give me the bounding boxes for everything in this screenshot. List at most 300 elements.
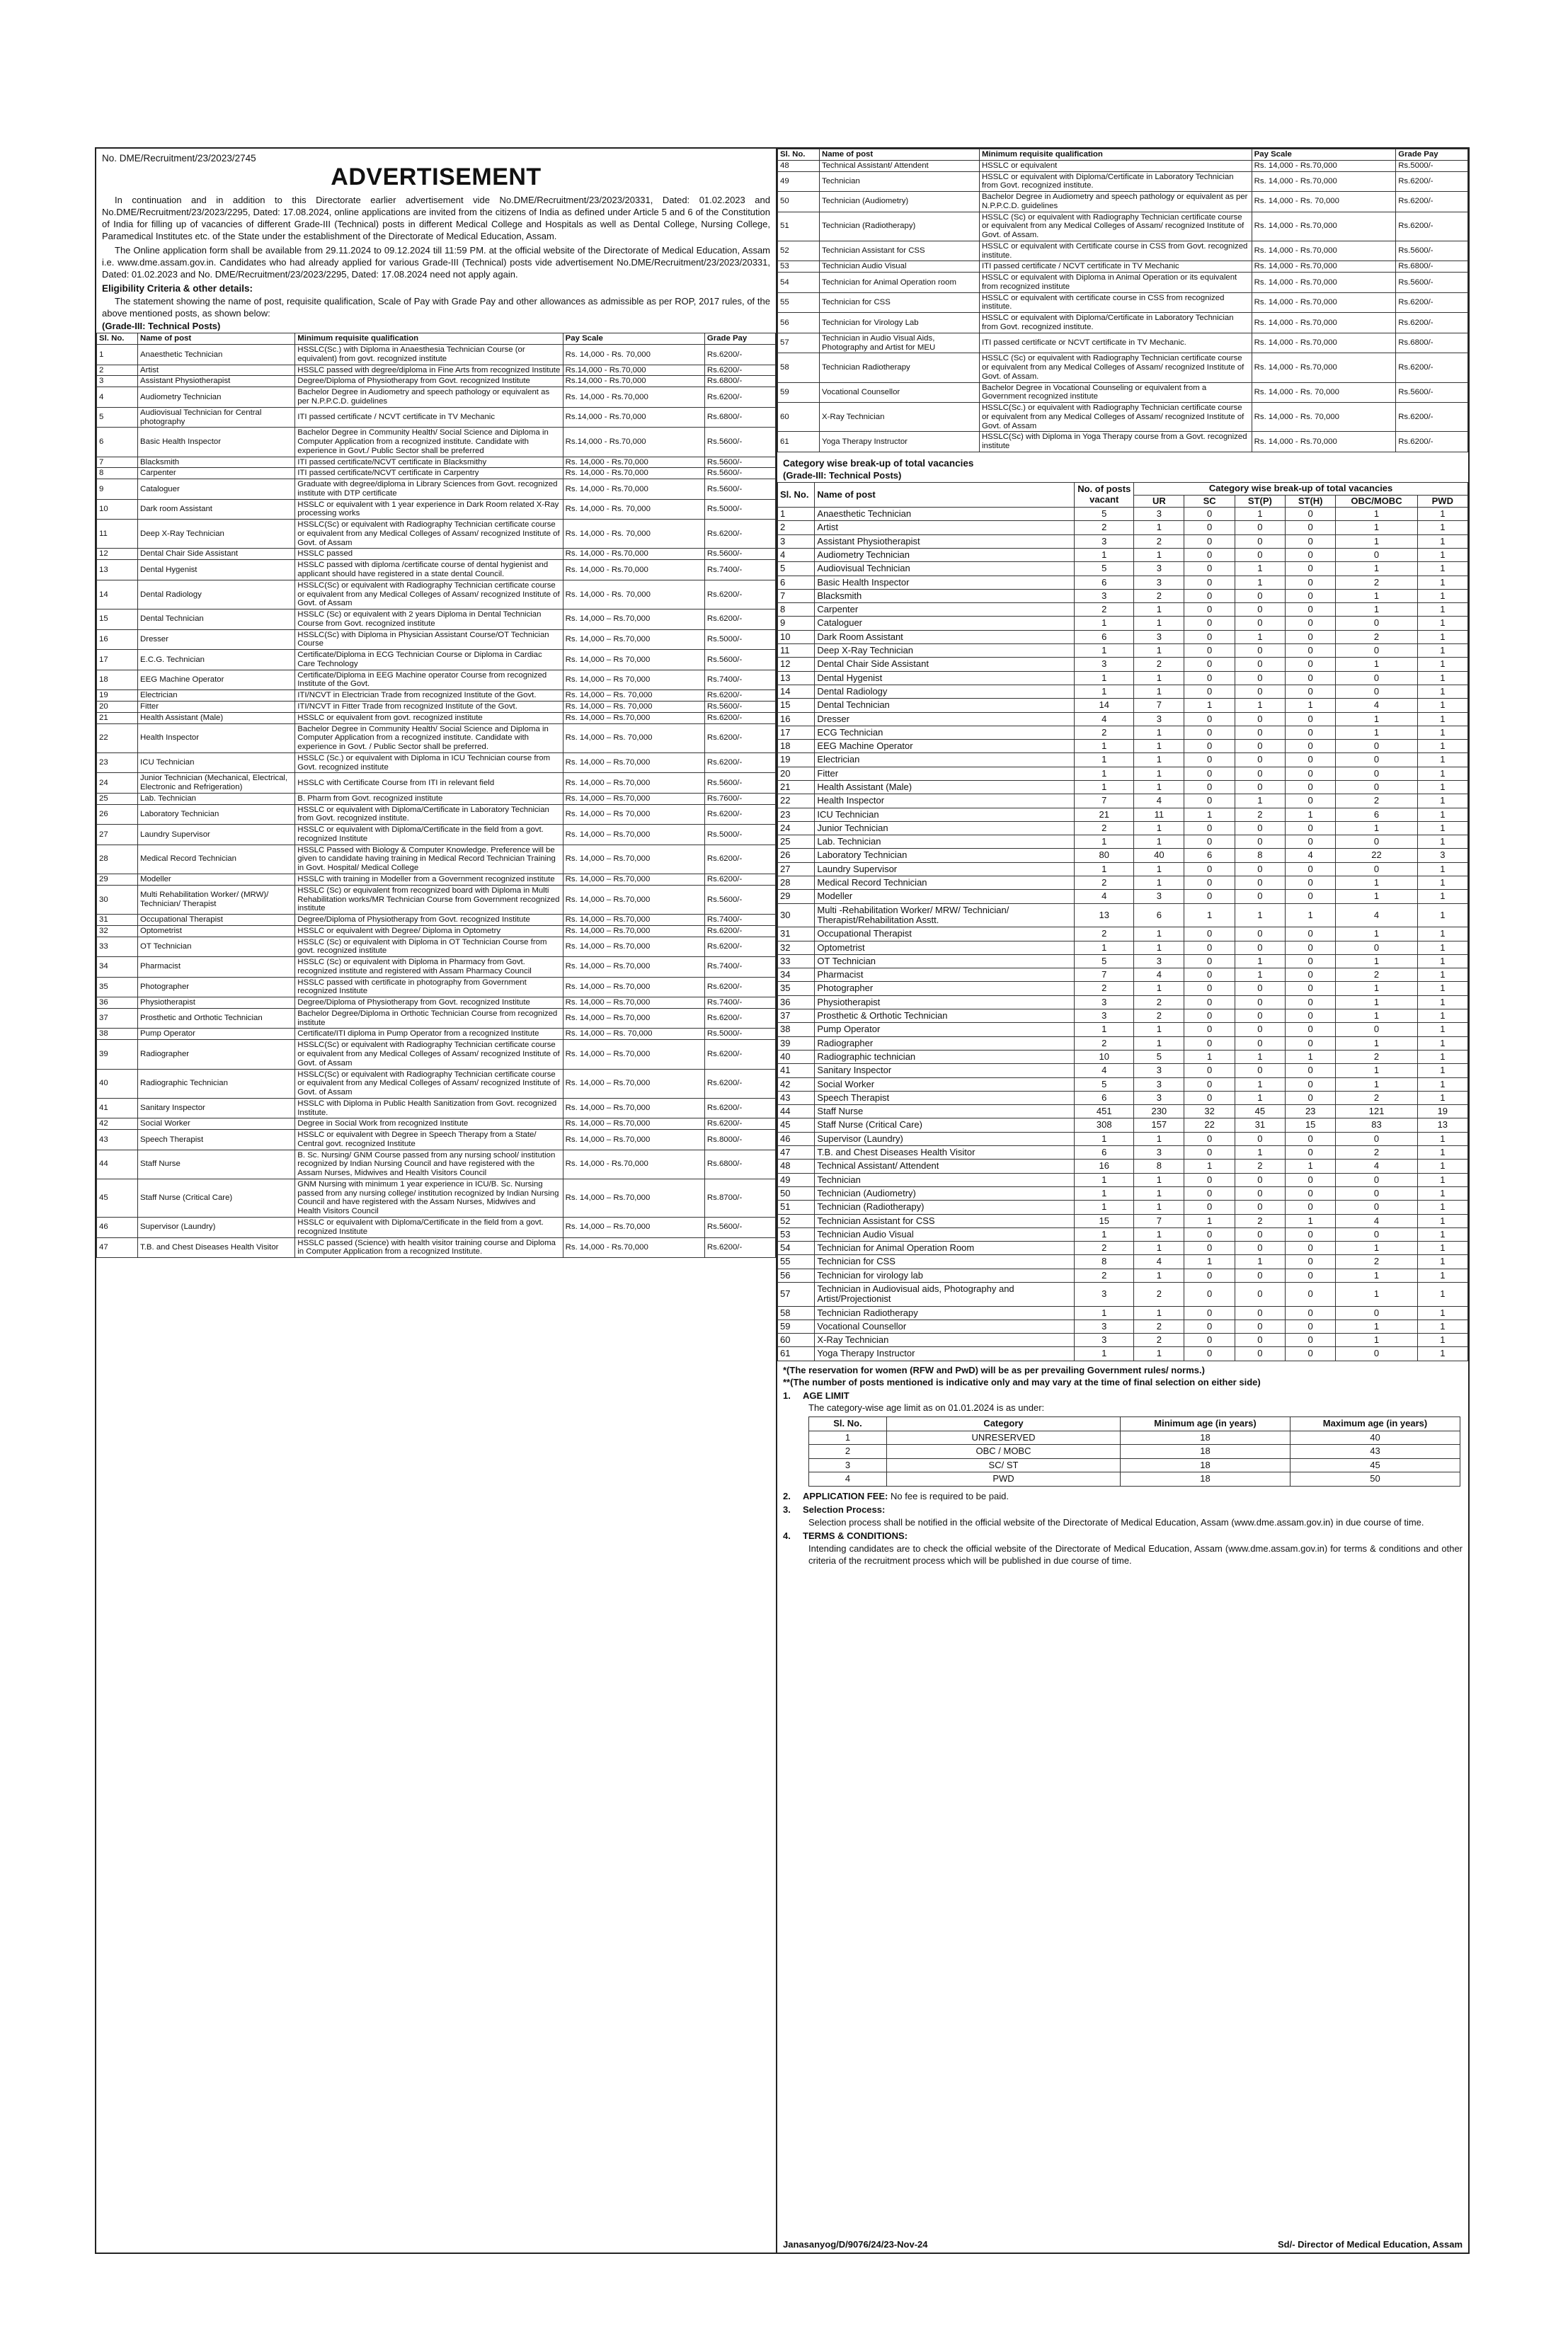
post-qualification: ITI passed certificate or NCVT certificate in TV Mechanic.: [979, 333, 1252, 353]
vac-col-sth: ST(H): [1286, 495, 1336, 508]
post-name: X-Ray Technician: [820, 403, 980, 432]
advertisement-frame: [95, 147, 1470, 2254]
post-pay-scale: Rs. 14,000 - Rs. 70,000: [563, 520, 704, 549]
vac-stp: 0: [1235, 1036, 1285, 1050]
post-pay-scale: Rs. 14,000 - Rs.70,000: [563, 479, 704, 500]
vac-name: Laundry Supervisor: [815, 862, 1075, 876]
vac-obc: 0: [1336, 740, 1417, 753]
table-row: [778, 508, 1468, 521]
posts-table-header: [778, 149, 1468, 161]
vac-sth: 0: [1286, 781, 1336, 794]
post-name: Pump Operator: [138, 1029, 295, 1040]
post-grade-pay: Rs.5000/-: [1396, 160, 1468, 171]
vac-name: Technician Audio Visual: [815, 1227, 1075, 1241]
vac-sl: 14: [778, 685, 815, 698]
vac-sl: 47: [778, 1146, 815, 1160]
terms-number: 4.: [783, 1530, 791, 1542]
post-pay-scale: Rs. 14,000 – Rs.70,000: [563, 793, 704, 804]
vac-sth: 0: [1286, 1036, 1336, 1050]
vac-stp: 0: [1235, 767, 1285, 780]
table-row: [778, 995, 1468, 1009]
vac-name: Dental Technician: [815, 699, 1075, 712]
vac-posts: 7: [1075, 968, 1134, 982]
table-row: [97, 457, 776, 468]
post-sl-no: 26: [97, 804, 138, 825]
vac-sl: 21: [778, 781, 815, 794]
vac-posts: 5: [1075, 508, 1134, 521]
post-grade-pay: Rs.5600/-: [704, 701, 775, 712]
post-name: Health Assistant (Male): [138, 712, 295, 723]
age-max: 40: [1291, 1431, 1460, 1445]
vac-stp: 0: [1235, 1282, 1285, 1306]
post-grade-pay: Rs.6200/-: [704, 845, 775, 874]
age-col-sl: Sl. No.: [809, 1416, 887, 1431]
post-sl-no: 24: [97, 773, 138, 794]
col-name-of-post: Name of post: [138, 333, 295, 345]
vac-stp: 0: [1235, 740, 1285, 753]
vac-stp: 0: [1235, 835, 1285, 849]
table-row: [778, 1242, 1468, 1255]
post-pay-scale: Rs. 14,000 - Rs. 70,000: [563, 499, 704, 520]
vac-sth: 0: [1286, 1023, 1336, 1036]
vac-stp: 0: [1235, 712, 1285, 726]
reservation-note: *(The reservation for women (RFW and PwD) will be as per prevailing Government rules/ norms.): [783, 1364, 1205, 1375]
post-pay-scale: Rs. 14,000 – Rs.70,000: [563, 712, 704, 723]
vac-stp: 0: [1235, 1009, 1285, 1023]
vac-sc: 0: [1184, 603, 1235, 617]
vac-sth: 0: [1286, 562, 1336, 576]
post-sl-no: 23: [97, 752, 138, 773]
vac-obc: 2: [1336, 630, 1417, 643]
age-col-min: Minimum age (in years): [1121, 1416, 1291, 1431]
post-qualification: B. Pharm from Govt. recognized institute: [295, 793, 563, 804]
vac-obc: 4: [1336, 1214, 1417, 1227]
vac-pwd: 1: [1417, 1242, 1467, 1255]
vac-stp: 0: [1235, 1334, 1285, 1347]
vac-posts: 1: [1075, 1306, 1134, 1320]
vac-name: Dresser: [815, 712, 1075, 726]
vac-sc: 0: [1184, 1077, 1235, 1091]
vac-col-posts: No. of posts vacant: [1075, 482, 1134, 507]
post-sl-no: 31: [97, 915, 138, 926]
post-pay-scale: Rs. 14,000 – Rs. 70,000: [563, 690, 704, 702]
vac-obc: 0: [1336, 1306, 1417, 1320]
vac-sl: 30: [778, 903, 815, 927]
vac-name: Supervisor (Laundry): [815, 1132, 1075, 1145]
vac-name: OT Technician: [815, 954, 1075, 968]
age-sl: 1: [809, 1431, 887, 1445]
post-name: Medical Record Technician: [138, 845, 295, 874]
reference-number: No. DME/Recruitment/23/2023/2745: [102, 153, 256, 164]
vac-pwd: 1: [1417, 1347, 1467, 1361]
post-qualification: HSSLC (Sc) or equivalent with Diploma in OT Technician Course from govt. recognized institute: [295, 937, 563, 957]
vac-pwd: 1: [1417, 982, 1467, 995]
selection-number: 3.: [783, 1504, 791, 1516]
vac-sc: 0: [1184, 712, 1235, 726]
vac-stp: 0: [1235, 589, 1285, 602]
vac-sth: 0: [1286, 712, 1336, 726]
table-row: [97, 915, 776, 926]
left-column: [96, 149, 777, 2253]
vac-sc: 1: [1184, 1160, 1235, 1173]
vacancy-sub-heading: (Grade-III: Technical Posts): [783, 469, 902, 481]
table-row: [97, 690, 776, 702]
vac-obc: 1: [1336, 1064, 1417, 1077]
table-row: [97, 752, 776, 773]
vac-ur: 3: [1134, 1091, 1184, 1104]
vac-ur: 1: [1134, 862, 1184, 876]
post-sl-no: 5: [97, 407, 138, 428]
vac-obc: 0: [1336, 1023, 1417, 1036]
vac-sl: 33: [778, 954, 815, 968]
post-grade-pay: Rs.7400/-: [704, 957, 775, 978]
vac-pwd: 1: [1417, 767, 1467, 780]
vac-sth: 23: [1286, 1105, 1336, 1118]
post-sl-no: 58: [778, 353, 820, 382]
footer: [783, 2239, 1463, 2250]
vac-sl: 50: [778, 1186, 815, 1200]
post-sl-no: 50: [778, 192, 820, 212]
table-row: [97, 468, 776, 479]
vac-name: Radiographer: [815, 1036, 1075, 1050]
post-pay-scale: Rs. 14,000 - Rs. 70,000: [563, 345, 704, 365]
vac-sl: 1: [778, 508, 815, 521]
post-name: Technician (Audiometry): [820, 192, 980, 212]
vac-posts: 1: [1075, 1347, 1134, 1361]
post-sl-no: 14: [97, 580, 138, 609]
post-name: Blacksmith: [138, 457, 295, 468]
vac-name: Junior Technician: [815, 821, 1075, 835]
vac-obc: 0: [1336, 1227, 1417, 1241]
fee-label: APPLICATION FEE:: [803, 1490, 888, 1501]
post-qualification: HSSLC or equivalent with Diploma/Certificate in Laboratory Technician from Govt. recognized institute.: [979, 171, 1252, 192]
age-max: 50: [1291, 1472, 1460, 1487]
post-sl-no: 56: [778, 313, 820, 333]
age-col-category: Category: [887, 1416, 1121, 1431]
vac-obc: 1: [1336, 508, 1417, 521]
vac-sth: 0: [1286, 1201, 1336, 1214]
post-qualification: Bachelor Degree in Community Health/ Social Science and Diploma in Computer Application from a recognized institute. Candidate with experience in Govt./ Public Sector shall be preferred: [295, 428, 563, 457]
post-name: Cataloguer: [138, 479, 295, 500]
table-row: [778, 941, 1468, 954]
vac-stp: 0: [1235, 821, 1285, 835]
post-name: Assistant Physiotherapist: [138, 376, 295, 387]
vac-obc: 1: [1336, 995, 1417, 1009]
table-row: [778, 890, 1468, 903]
table-row: [778, 876, 1468, 890]
table-row: [778, 1269, 1468, 1282]
table-row: [778, 1105, 1468, 1118]
post-grade-pay: Rs.6200/-: [704, 712, 775, 723]
table-row: [778, 353, 1468, 382]
post-grade-pay: Rs.6200/-: [704, 1008, 775, 1029]
post-grade-pay: Rs.6200/-: [704, 752, 775, 773]
vac-sl: 29: [778, 890, 815, 903]
vac-ur: 1: [1134, 671, 1184, 685]
post-pay-scale: Rs.14,000 - Rs.70,000: [563, 365, 704, 376]
table-row: [778, 333, 1468, 353]
post-sl-no: 17: [97, 650, 138, 670]
vac-ur: 1: [1134, 521, 1184, 534]
post-pay-scale: Rs. 14,000 - Rs.70,000: [1252, 241, 1396, 261]
vac-sl: 32: [778, 941, 815, 954]
post-grade-pay: Rs.6200/-: [1396, 403, 1468, 432]
vac-sc: 0: [1184, 781, 1235, 794]
selection-label: Selection Process:: [803, 1504, 886, 1516]
post-grade-pay: Rs.6200/-: [704, 520, 775, 549]
table-row: [97, 701, 776, 712]
vac-sl: 52: [778, 1214, 815, 1227]
vac-obc: 0: [1336, 753, 1417, 767]
table-row: [778, 927, 1468, 941]
vac-posts: 16: [1075, 1160, 1134, 1173]
vac-ur: 7: [1134, 1214, 1184, 1227]
post-pay-scale: Rs. 14,000 – Rs.70,000: [563, 1040, 704, 1069]
table-row: [809, 1431, 1460, 1445]
vac-ur: 1: [1134, 1132, 1184, 1145]
post-name: Laboratory Technician: [138, 804, 295, 825]
vac-name: Artist: [815, 521, 1075, 534]
post-pay-scale: Rs. 14,000 – Rs.70,000: [563, 1069, 704, 1098]
vac-ur: 1: [1134, 753, 1184, 767]
post-qualification: HSSLC or equivalent with Diploma/Certificate in Laboratory Technician from Govt. recognized institute.: [979, 313, 1252, 333]
post-sl-no: 46: [97, 1218, 138, 1238]
col-sl-no: Sl. No.: [97, 333, 138, 345]
age-min: 18: [1121, 1431, 1291, 1445]
vac-sl: 46: [778, 1132, 815, 1145]
vac-posts: 3: [1075, 1320, 1134, 1333]
vac-obc: 0: [1336, 644, 1417, 658]
post-qualification: HSSLC(Sc.) with Diploma in Anaesthesia Technician Course (or equivalent) from govt. recognized institute: [295, 345, 563, 365]
vac-sc: 0: [1184, 1306, 1235, 1320]
vac-obc: 1: [1336, 562, 1417, 576]
vac-name: Technician (Audiometry): [815, 1186, 1075, 1200]
post-grade-pay: Rs.6200/-: [704, 345, 775, 365]
vac-sl: 26: [778, 849, 815, 862]
vac-ur: 2: [1134, 995, 1184, 1009]
vac-sth: 0: [1286, 954, 1336, 968]
vac-posts: 1: [1075, 941, 1134, 954]
vac-obc: 0: [1336, 617, 1417, 630]
vac-sth: 1: [1286, 808, 1336, 821]
vac-obc: 4: [1336, 903, 1417, 927]
vac-pwd: 1: [1417, 1306, 1467, 1320]
vac-sc: 0: [1184, 954, 1235, 968]
vac-posts: 5: [1075, 954, 1134, 968]
vac-posts: 2: [1075, 876, 1134, 890]
vac-name: Lab. Technician: [815, 835, 1075, 849]
vac-sth: 0: [1286, 821, 1336, 835]
vac-sc: 0: [1184, 685, 1235, 698]
eligibility-heading: Eligibility Criteria & other details:: [102, 283, 253, 294]
vac-sth: 1: [1286, 1214, 1336, 1227]
post-grade-pay: Rs.5600/-: [704, 549, 775, 560]
vac-sth: 1: [1286, 1160, 1336, 1173]
vac-sl: 9: [778, 617, 815, 630]
vac-sc: 0: [1184, 617, 1235, 630]
vac-obc: 6: [1336, 808, 1417, 821]
vac-name: Physiotherapist: [815, 995, 1075, 1009]
vac-sc: 22: [1184, 1118, 1235, 1132]
vac-stp: 0: [1235, 1023, 1285, 1036]
table-row: [97, 825, 776, 845]
post-name: Staff Nurse: [138, 1150, 295, 1179]
table-row: [778, 808, 1468, 821]
vac-sl: 35: [778, 982, 815, 995]
vac-obc: 2: [1336, 794, 1417, 808]
vac-obc: 1: [1336, 890, 1417, 903]
table-row: [97, 580, 776, 609]
vac-sc: 0: [1184, 508, 1235, 521]
post-name: Technician Audio Visual: [820, 261, 980, 273]
post-name: Dental Radiology: [138, 580, 295, 609]
post-name: Dental Technician: [138, 609, 295, 630]
vac-name: Technician: [815, 1173, 1075, 1186]
post-sl-no: 48: [778, 160, 820, 171]
vac-col-obc: OBC/MOBC: [1336, 495, 1417, 508]
vac-sc: 0: [1184, 1132, 1235, 1145]
vac-sl: 20: [778, 767, 815, 780]
post-sl-no: 1: [97, 345, 138, 365]
post-sl-no: 18: [97, 670, 138, 690]
vac-sl: 23: [778, 808, 815, 821]
table-row: [778, 273, 1468, 293]
post-pay-scale: Rs. 14,000 – Rs.70,000: [563, 957, 704, 978]
post-sl-no: 37: [97, 1008, 138, 1029]
vac-sth: 0: [1286, 927, 1336, 941]
table-row: [97, 365, 776, 376]
vac-sth: 0: [1286, 1269, 1336, 1282]
vac-sc: 0: [1184, 521, 1235, 534]
post-grade-pay: Rs.7600/-: [704, 793, 775, 804]
vac-stp: 0: [1235, 995, 1285, 1009]
vac-posts: 80: [1075, 849, 1134, 862]
vac-name: Carpenter: [815, 603, 1075, 617]
vac-posts: 5: [1075, 1077, 1134, 1091]
vac-sc: 0: [1184, 862, 1235, 876]
vac-pwd: 1: [1417, 941, 1467, 954]
vac-pwd: 1: [1417, 968, 1467, 982]
vac-posts: 3: [1075, 1334, 1134, 1347]
table-row: [778, 1347, 1468, 1361]
vac-posts: 8: [1075, 1255, 1134, 1269]
table-row: [97, 1029, 776, 1040]
vac-ur: 1: [1134, 1347, 1184, 1361]
vac-pwd: 1: [1417, 753, 1467, 767]
table-row: [778, 1132, 1468, 1145]
post-qualification: HSSLC with training in Modeller from a Government recognized institute: [295, 874, 563, 885]
post-sl-no: 51: [778, 212, 820, 241]
vac-stp: 0: [1235, 617, 1285, 630]
table-row: [778, 160, 1468, 171]
post-name: Photographer: [138, 977, 295, 997]
table-row: [778, 1009, 1468, 1023]
vac-ur: 3: [1134, 508, 1184, 521]
vac-sc: 0: [1184, 1036, 1235, 1050]
vac-pwd: 1: [1417, 821, 1467, 835]
post-sl-no: 43: [97, 1130, 138, 1150]
vac-pwd: 1: [1417, 1050, 1467, 1063]
vac-name: Blacksmith: [815, 589, 1075, 602]
post-name: T.B. and Chest Diseases Health Visitor: [138, 1237, 295, 1258]
table-row: [778, 1227, 1468, 1241]
vac-stp: 0: [1235, 685, 1285, 698]
table-row: [778, 292, 1468, 313]
vac-posts: 1: [1075, 1201, 1134, 1214]
vac-stp: 0: [1235, 982, 1285, 995]
post-grade-pay: Rs.6200/-: [1396, 192, 1468, 212]
vac-stp: 0: [1235, 534, 1285, 548]
vac-name: Dental Chair Side Assistant: [815, 658, 1075, 671]
post-pay-scale: Rs.14,000 - Rs.70,000: [563, 428, 704, 457]
vac-sc: 0: [1184, 968, 1235, 982]
vac-stp: 1: [1235, 794, 1285, 808]
post-pay-scale: Rs. 14,000 - Rs.70,000: [1252, 292, 1396, 313]
post-name: Occupational Therapist: [138, 915, 295, 926]
vac-obc: 0: [1336, 671, 1417, 685]
vac-obc: 0: [1336, 1347, 1417, 1361]
vac-sl: 7: [778, 589, 815, 602]
vac-sc: 1: [1184, 1255, 1235, 1269]
vac-posts: 6: [1075, 630, 1134, 643]
post-grade-pay: Rs.6200/-: [704, 977, 775, 997]
post-pay-scale: Rs. 14,000 – Rs. 70,000: [563, 1029, 704, 1040]
table-row: [778, 1320, 1468, 1333]
age-category: PWD: [887, 1472, 1121, 1487]
vac-sl: 42: [778, 1077, 815, 1091]
vac-sth: 0: [1286, 658, 1336, 671]
table-row: [97, 1118, 776, 1130]
post-grade-pay: Rs.5000/-: [704, 499, 775, 520]
col-name-of-post: Name of post: [820, 149, 980, 161]
vac-sl: 34: [778, 968, 815, 982]
vac-ur: 3: [1134, 890, 1184, 903]
vac-sth: 0: [1286, 548, 1336, 561]
vac-stp: 2: [1235, 808, 1285, 821]
post-sl-no: 60: [778, 403, 820, 432]
vac-sl: 8: [778, 603, 815, 617]
vac-name: ICU Technician: [815, 808, 1075, 821]
vac-posts: 6: [1075, 1091, 1134, 1104]
vac-pwd: 1: [1417, 1023, 1467, 1036]
vac-obc: 2: [1336, 1091, 1417, 1104]
post-grade-pay: Rs.6200/-: [1396, 353, 1468, 382]
post-sl-no: 45: [97, 1179, 138, 1217]
vac-sl: 16: [778, 712, 815, 726]
vac-pwd: 1: [1417, 740, 1467, 753]
vac-name: Dental Hygenist: [815, 671, 1075, 685]
vac-ur: 1: [1134, 685, 1184, 698]
vac-ur: 1: [1134, 1269, 1184, 1282]
table-row: [778, 1064, 1468, 1077]
col-qualification: Minimum requisite qualification: [979, 149, 1252, 161]
post-pay-scale: Rs. 14,000 - Rs.70,000: [1252, 353, 1396, 382]
vac-sl: 45: [778, 1118, 815, 1132]
post-pay-scale: Rs. 14,000 – Rs.70,000: [563, 845, 704, 874]
post-pay-scale: Rs. 14,000 – Rs.70,000: [563, 1098, 704, 1118]
vacancy-table: [777, 482, 1468, 1361]
vac-obc: 1: [1336, 1009, 1417, 1023]
col-grade-pay: Grade Pay: [704, 333, 775, 345]
table-row: [778, 212, 1468, 241]
post-name: Anaesthetic Technician: [138, 345, 295, 365]
post-qualification: HSSLC passed with degree/diploma in Fine Arts from recognized Institute: [295, 365, 563, 376]
vac-ur: 2: [1134, 1320, 1184, 1333]
age-limit-text: The category-wise age limit as on 01.01.2024 is as under:: [808, 1402, 1045, 1414]
table-row: [97, 479, 776, 500]
post-qualification: B. Sc. Nursing/ GNM Course passed from any nursing school/ institution recognized by Indian Nursing Council and have registered with the Assam Nurses, Midwives and Health Visitors Council: [295, 1150, 563, 1179]
post-qualification: HSSLC (Sc) or equivalent from recognized board with Diploma in Multi Rehabilitation works/MR Technician Course from Government recognized institute: [295, 885, 563, 914]
